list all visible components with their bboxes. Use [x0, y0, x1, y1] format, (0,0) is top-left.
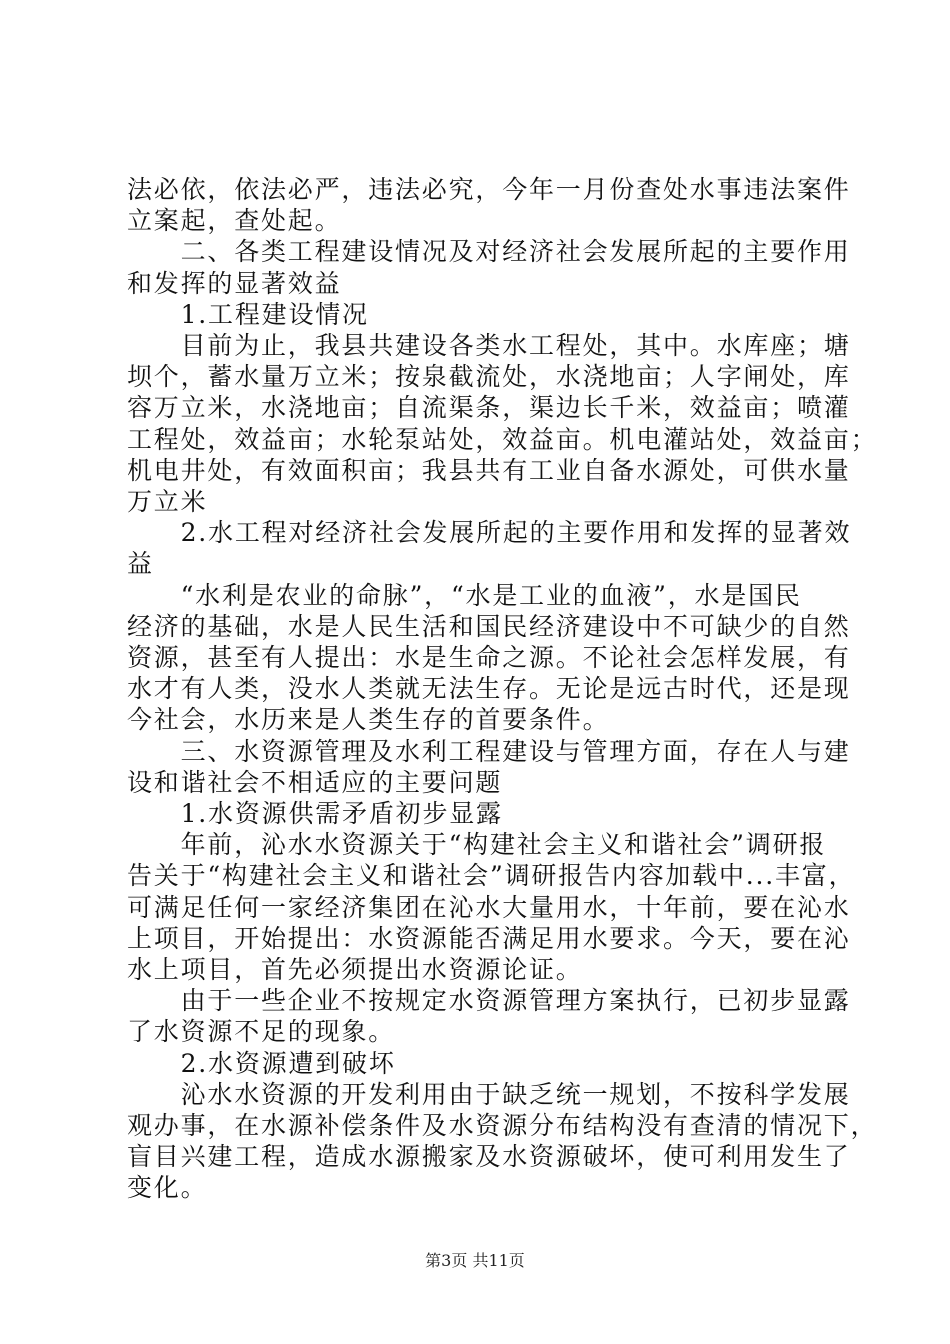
text-line: 坝个，蓄水量万立米；按泉截流处，水浇地亩；人字闸处，库: [127, 362, 851, 391]
text-line: 水上项目，首先必须提出水资源论证。: [127, 955, 583, 984]
text-line: 今社会，水历来是人类生存的首要条件。: [127, 705, 610, 734]
text-line: 设和谐社会不相适应的主要问题: [127, 768, 503, 797]
text-line: 盲目兴建工程，造成水源搬家及水资源破坏，使可利用发生了: [127, 1142, 851, 1171]
text-line: 上项目，开始提出：水资源能否满足用水要求。今天，要在沁: [127, 924, 851, 953]
text-line: 沁水水资源的开发利用由于缺乏统一规划，不按科学发展: [127, 1080, 851, 1109]
text-line: 告关于“构建社会主义和谐社会”调研报告内容加载中...丰富，: [127, 861, 856, 890]
text-line: 了水资源不足的现象。: [127, 1017, 396, 1046]
text-line: 法必依，依法必严，违法必究，今年一月份查处水事违法案件: [127, 175, 851, 204]
text-line: 1.水资源供需矛盾初步显露: [127, 799, 503, 828]
text-line: 由于一些企业不按规定水资源管理方案执行，已初步显露: [127, 986, 851, 1015]
text-line: 万立米: [127, 487, 208, 516]
text-line: 益: [127, 549, 154, 578]
text-line: 立案起，查处起。: [127, 206, 342, 235]
text-line: 机电井处，有效面积亩；我县共有工业自备水源处，可供水量: [127, 456, 851, 485]
text-line: 三、水资源管理及水利工程建设与管理方面，存在人与建: [127, 737, 851, 766]
text-line: 2.水资源遭到破坏: [127, 1049, 396, 1078]
text-line: 2.水工程对经济社会发展所起的主要作用和发挥的显著效: [127, 518, 852, 547]
text-line: 1.工程建设情况: [127, 300, 369, 329]
text-line: 可满足任何一家经济集团在沁水大量用水，十年前，要在沁水: [127, 893, 851, 922]
text-line: 二、各类工程建设情况及对经济社会发展所起的主要作用: [127, 237, 851, 266]
text-line: 工程处，效益亩；水轮泵站处，效益亩。机电灌站处，效益亩；: [127, 425, 878, 454]
text-line: 水才有人类，没水人类就无法生存。无论是远古时代，还是现: [127, 674, 851, 703]
text-line: 经济的基础，水是人民生活和国民经济建设中不可缺少的自然: [127, 612, 851, 641]
text-line: 变化。: [127, 1173, 208, 1202]
text-line: 年前，沁水水资源关于“构建社会主义和谐社会”调研报: [127, 830, 827, 859]
text-line: “水利是农业的命脉”，“水是工业的血液”，水是国民: [127, 581, 802, 610]
text-line: 容万立米，水浇地亩；自流渠条，渠边长千米，效益亩；喷灌: [127, 393, 851, 422]
text-line: 资源，甚至有人提出：水是生命之源。不论社会怎样发展，有: [127, 643, 851, 672]
text-line: 观办事，在水源补偿条件及水资源分布结构没有查清的情况下，: [127, 1111, 878, 1140]
page-footer: 第3页 共11页: [425, 1251, 525, 1270]
text-line: 和发挥的显著效益: [127, 269, 342, 298]
text-line: 目前为止，我县共建设各类水工程处，其中。水库座；塘: [127, 331, 851, 360]
